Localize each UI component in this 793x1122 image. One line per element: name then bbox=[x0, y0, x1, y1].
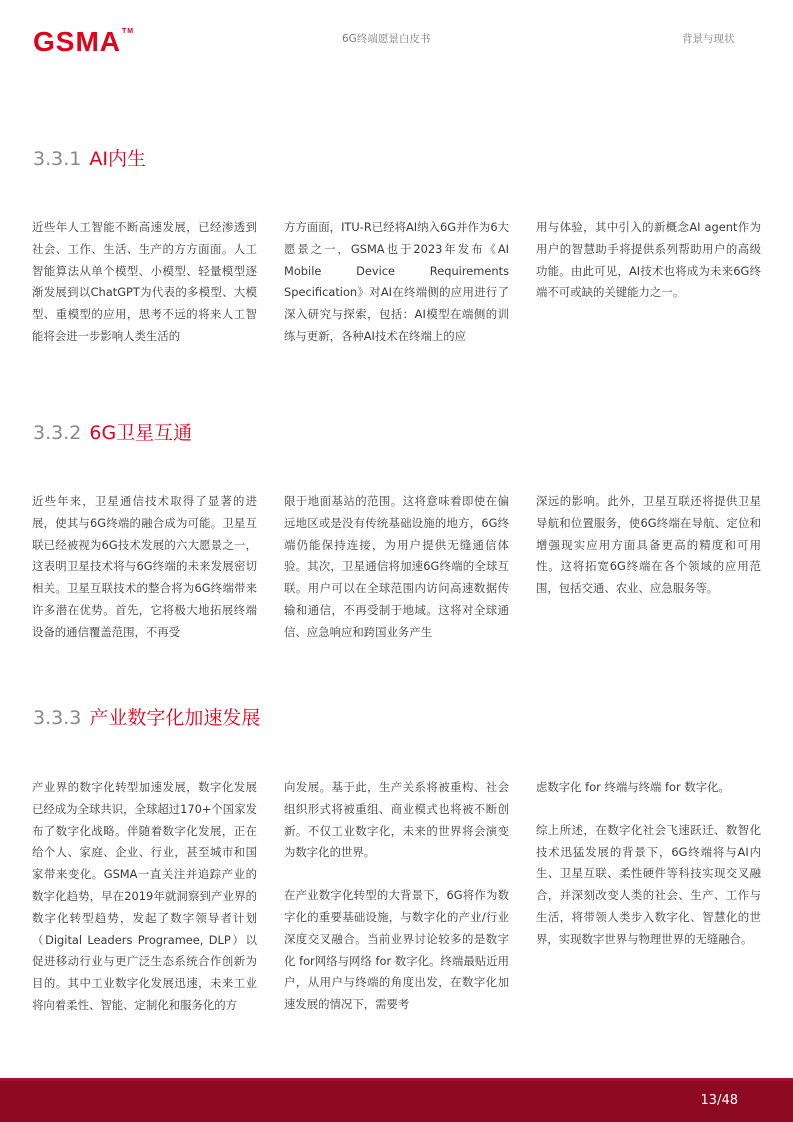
paragraph: 产业界的数字化转型加速发展，数字化发展已经成为全球共识，全球超过170+个国家发布了数字化战略。伴随着数字化发展，正在给个人、家庭、企业、行业，甚至城市和国家带来变化。GSMA一直关注并追踪产业的数字化趋势，早在2019年就洞察到产业界的数字化转型趋势，发起了数字领导者计划（Digital Leaders Programee, DLP）以促进移动行业与更广泛生态系统合作创新为目的。其中工业数字化发展迅速，未来工业将向着柔性、智能、定制化和服务化的方 bbox=[32, 780, 257, 1012]
paragraph: 近些年来，卫星通信技术取得了显著的进展，使其与6G终端的融合成为可能。卫星互联已经被视为6G技术发展的六大愿景之一，这表明卫星技术将与6G终端的未来发展密切相关。卫星互联技术的整合将为6G终端带来许多潜在优势。首先，它将极大地拓展终端设备的通信覆盖范围，不再受 bbox=[32, 494, 257, 639]
footer-bar bbox=[0, 1081, 793, 1122]
paragraph: 在产业数字化转型的大背景下，6G将作为数字化的重要基础设施，与数字化的产业/行业深度交叉融合。当前业界讨论较多的是数字化 for网络与网络 for 数字化。终端最贴近用户，从用户与终端的角度出发，在数字化加速发展的情况下，需要考 bbox=[284, 888, 509, 1012]
paragraph: 向发展。基于此，生产关系将被重构、社会组织形式将被重组、商业模式也将被不断创新。不仅工业数字化，未来的世界将会演变为数字化的世界。 bbox=[284, 780, 509, 860]
section-number: 3.3.1 bbox=[33, 148, 82, 170]
section-label: 背景与现状 bbox=[682, 33, 735, 45]
paragraph: 限于地面基站的范围。这将意味着即使在偏远地区或是没有传统基础设施的地方，6G终端仍能保持连接，为用户提供无缝通信体验。其次，卫星通信将加速6G终端的全球互联。用户可以在全球范围内访问高速数据传输和通信，不再受制于地域。这将对全球通信、应急响应和跨国业务产生 bbox=[284, 494, 509, 639]
paragraph: 综上所述，在数字化社会飞速跃迁、数智化技术迅猛发展的背景下，6G终端将与AI内生、卫星互联、柔性硬件等科技实现交叉融合，并深刻改变人类的社会、生产、工作与生活，将带领人类步入数字化、智慧化的世界，实现数字世界与物理世界的无缝融合。 bbox=[536, 822, 761, 946]
text-column bbox=[536, 777, 761, 951]
page-number: 13/48 bbox=[700, 1093, 738, 1108]
text-column bbox=[536, 217, 761, 304]
paragraph: 近些年人工智能不断高速发展，已经渗透到社会、工作、生活、生产的方方面面。人工智能算法从单个模型、小模型、轻量模型逐渐发展到以ChatGPT为代表的多模型、大模型、重模型的应用，思考不远的将来人工智能将会进一步影响人类生活的 bbox=[32, 220, 257, 343]
section-title: 产业数字化加速发展 bbox=[89, 707, 261, 729]
section-title: 6G卫星互通 bbox=[89, 422, 193, 444]
paragraph: 用与体验，其中引入的新概念AI agent作为用户的智慧助手将提供系列帮助用户的高级功能。由此可见，AI技术也将成为未来6G终端不可或缺的关键能力之一。 bbox=[536, 220, 761, 300]
paragraph: 方方面面，ITU-R已经将AI纳入6G并作为6大愿景之一，GSMA也于2023年发布《AI Mobile Device Requirements Specification》对AI在终端侧的应用进行了深入研究与探索，包括：AI模型在端侧的训练与更新，各种AI技术在终端上的应 bbox=[284, 220, 509, 343]
text-column bbox=[32, 777, 257, 1017]
section-number: 3.3.2 bbox=[33, 422, 82, 444]
section-heading-ai bbox=[33, 150, 146, 169]
gsma-logo: GSMA™ bbox=[33, 26, 135, 57]
text-column bbox=[32, 217, 257, 348]
text-column bbox=[284, 491, 509, 644]
section-number: 3.3.3 bbox=[33, 707, 82, 729]
text-column bbox=[284, 217, 509, 348]
paragraph: 虑数字化 for 终端与终端 for 数字化。 bbox=[536, 780, 730, 794]
paragraph: 深远的影响。此外，卫星互联还将提供卫星导航和位置服务，使6G终端在导航、定位和增强现实应用方面具备更高的精度和可用性。这将拓宽6G终端在各个领域的应用范围，包括交通、农业、应急服务等。 bbox=[536, 494, 761, 596]
section-heading-satellite bbox=[33, 424, 192, 443]
section-title: AI内生 bbox=[89, 148, 146, 170]
text-column bbox=[536, 491, 761, 600]
section-heading-digitalization bbox=[33, 709, 260, 728]
document-title: 6G终端愿景白皮书 bbox=[342, 33, 431, 45]
text-column bbox=[284, 777, 509, 1016]
text-column bbox=[32, 491, 257, 644]
